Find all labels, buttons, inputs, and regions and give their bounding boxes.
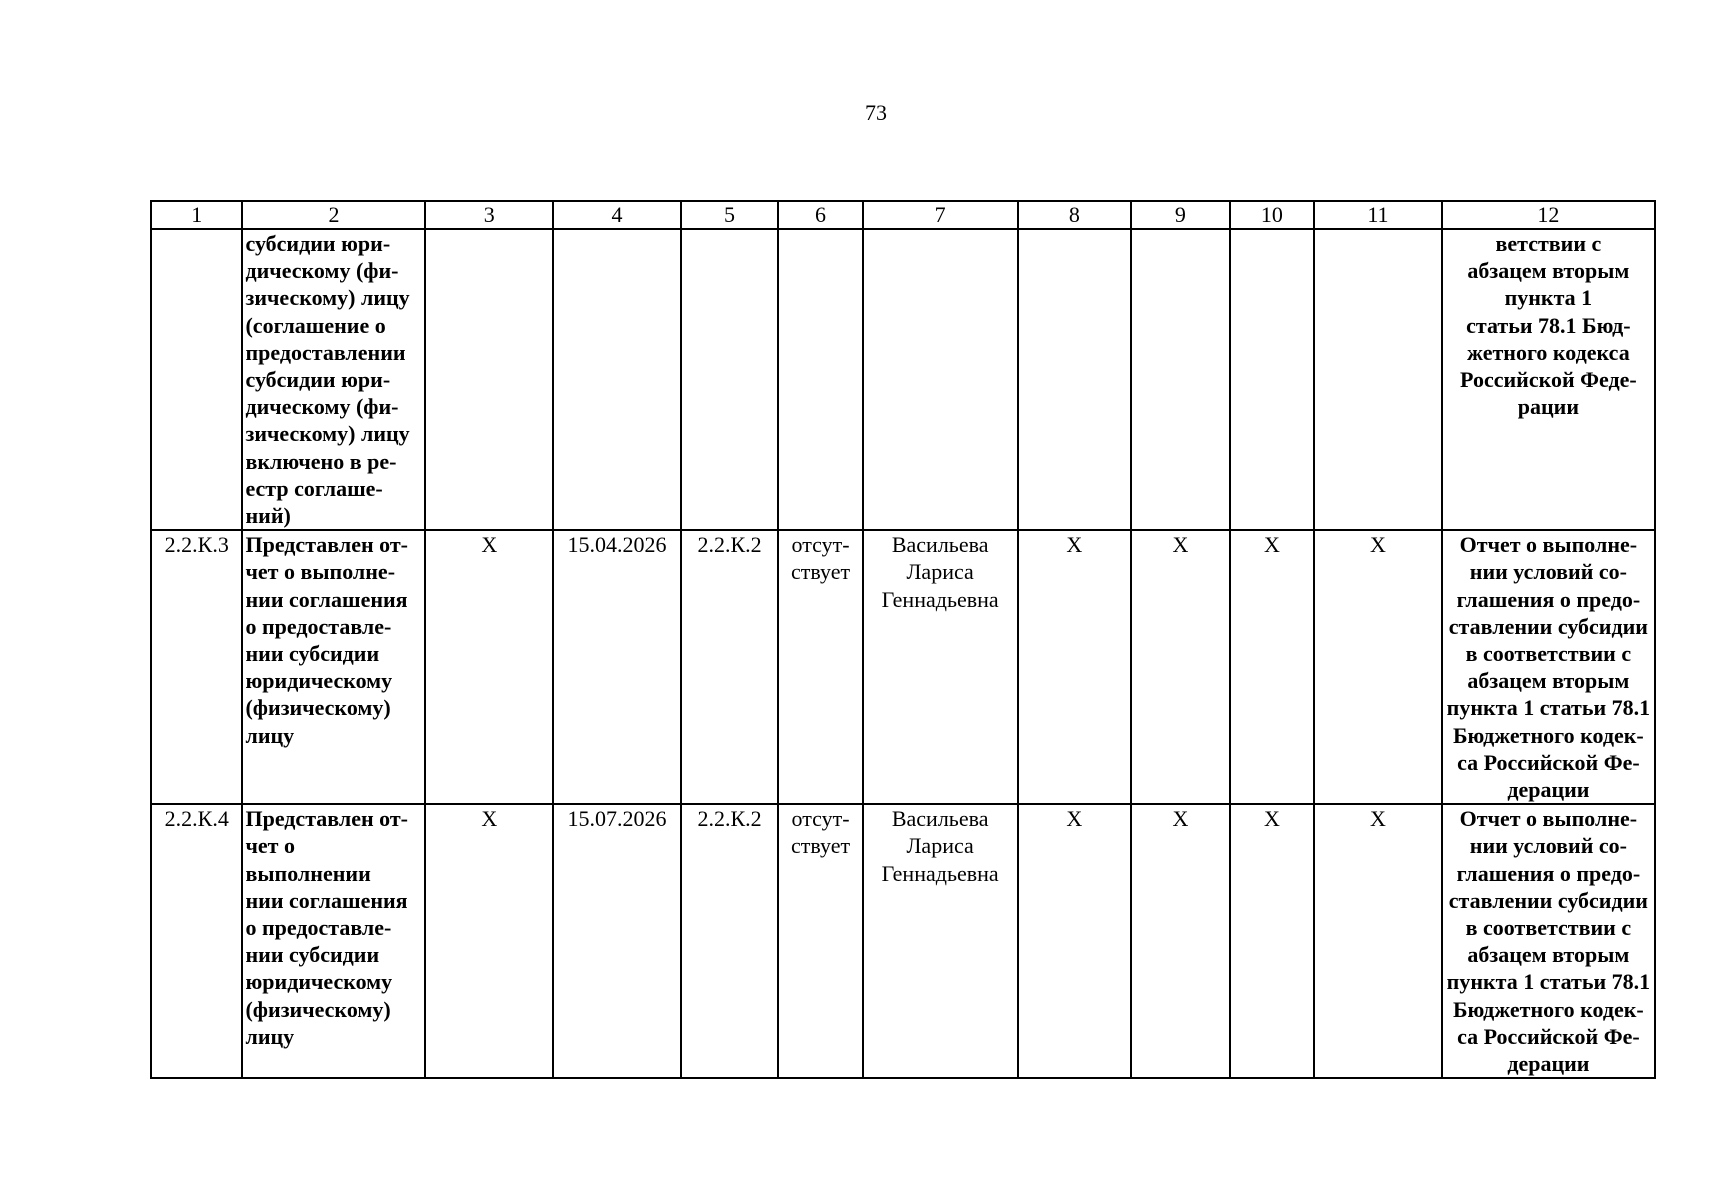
remark-cell: Отчет о выполне- нии условий со- глашения о предо- ставлении субсидии в соответствии с абзацем вторым пункта 1 статьи 78.1 Бюджетного кодек- са Российской Фе- дерации [1442,530,1655,804]
empty-cell [681,229,779,530]
empty-cell [1230,229,1314,530]
column-header: 8 [1018,201,1132,229]
column-header: 10 [1230,201,1314,229]
description-cell: Представлен от- чет о выполне- нии соглашения о предоставле- нии субсидии юридическому (физическому) лицу [242,530,425,804]
mark-cell: X [1230,804,1314,1078]
mark-cell: X [1131,804,1230,1078]
row-id-cell [151,229,242,530]
column-header: 6 [778,201,862,229]
empty-cell [553,229,681,530]
table-row [151,804,1655,1078]
reference-cell: 2.2.К.2 [681,804,779,1078]
status-cell: отсут- ствует [778,804,862,1078]
column-header: 1 [151,201,242,229]
empty-cell [778,229,862,530]
remark-cell: Отчет о выполне- нии условий со- глашения о предо- ставлении субсидии в соответствии с абзацем вторым пункта 1 статьи 78.1 Бюджетного кодек- са Российской Фе- дерации [1442,804,1655,1078]
mark-cell: X [425,804,553,1078]
responsible-cell: Васильева Лариса Геннадьевна [863,804,1018,1078]
description-cell: субсидии юри- дическому (фи- зическому) лицу (соглашение о предоставлении субсидии юри- дическому (фи- зическому) лицу включено в ре- естр соглаше- ний) [242,229,425,530]
mark-cell: X [1018,530,1132,804]
mark-cell: X [1314,804,1442,1078]
empty-cell [1018,229,1132,530]
column-header: 5 [681,201,779,229]
mark-cell: X [1131,530,1230,804]
empty-cell [1131,229,1230,530]
mark-cell: X [1018,804,1132,1078]
responsible-cell: Васильева Лариса Геннадьевна [863,530,1018,804]
column-header: 3 [425,201,553,229]
empty-cell [863,229,1018,530]
remark-cell: ветствии с абзацем вторым пункта 1 статьи 78.1 Бюд- жетного кодекса Российской Феде- рации [1442,229,1655,530]
column-header: 12 [1442,201,1655,229]
column-header: 7 [863,201,1018,229]
plan-table [150,200,1656,1079]
continuation-row [151,229,1655,530]
mark-cell: X [1230,530,1314,804]
date-cell: 15.04.2026 [553,530,681,804]
row-id-cell: 2.2.К.4 [151,804,242,1078]
column-number-header [151,201,1655,229]
column-header: 4 [553,201,681,229]
mark-cell: X [1314,530,1442,804]
empty-cell [1314,229,1442,530]
column-header: 11 [1314,201,1442,229]
empty-cell [425,229,553,530]
page-number: 73 [865,100,887,125]
table-row [151,530,1655,804]
mark-cell: X [425,530,553,804]
row-id-cell: 2.2.К.3 [151,530,242,804]
date-cell: 15.07.2026 [553,804,681,1078]
reference-cell: 2.2.К.2 [681,530,779,804]
column-header: 9 [1131,201,1230,229]
status-cell: отсут- ствует [778,530,862,804]
column-header: 2 [242,201,425,229]
description-cell: Представлен от- чет о выполнении нии соглашения о предоставле- нии субсидии юридическому (физическому) лицу [242,804,425,1078]
